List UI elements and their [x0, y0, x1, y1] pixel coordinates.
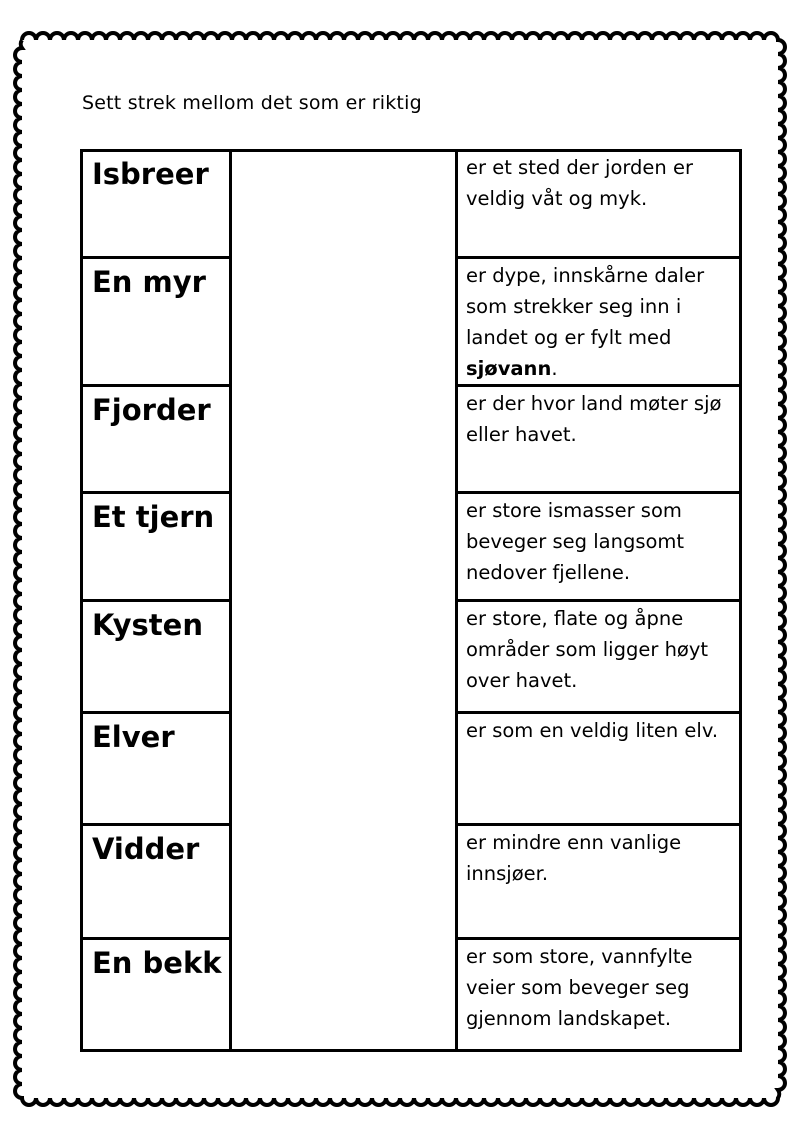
description-cell: er som store, vannfylte veier som beveger seg gjennom landskapet. — [466, 945, 693, 1030]
matching-table — [80, 149, 742, 1052]
description-cell: er dype, innskårne daler som strekker seg inn i landet og er fylt med sjøvann. — [466, 264, 705, 380]
row-divider — [83, 384, 232, 387]
word-cell: Et tjern — [92, 500, 215, 534]
word-cell: Vidder — [92, 832, 200, 866]
row-divider — [455, 599, 739, 602]
row-divider — [455, 491, 739, 494]
row-divider — [83, 823, 232, 826]
row-divider — [455, 937, 739, 940]
match-line-area[interactable] — [232, 152, 455, 1049]
description-cell: er et sted der jorden er veldig våt og myk. — [466, 156, 693, 210]
row-divider — [83, 711, 232, 714]
row-divider — [83, 937, 232, 940]
word-cell: En myr — [92, 265, 206, 299]
description-cell: er mindre enn vanlige innsjøer. — [466, 831, 682, 885]
description-cell: er store, flate og åpne områder som ligger høyt over havet. — [466, 607, 709, 692]
row-divider — [83, 599, 232, 602]
word-cell: En bekk — [92, 946, 222, 980]
row-divider — [455, 823, 739, 826]
instruction-text: Sett strek mellom det som er riktig — [82, 92, 422, 114]
word-cell: Isbreer — [92, 157, 209, 191]
row-divider — [455, 711, 739, 714]
word-cell: Kysten — [92, 608, 203, 642]
bold-word: sjøvann — [466, 357, 552, 380]
description-cell: er der hvor land møter sjø eller havet. — [466, 392, 722, 446]
row-divider — [83, 256, 232, 259]
description-cell: er store ismasser som beveger seg langsomt nedover fjellene. — [466, 499, 685, 584]
row-divider — [455, 256, 739, 259]
word-cell: Elver — [92, 720, 175, 754]
description-cell: er som en veldig liten elv. — [466, 719, 719, 742]
row-divider — [455, 384, 739, 387]
row-divider — [83, 491, 232, 494]
word-cell: Fjorder — [92, 393, 211, 427]
